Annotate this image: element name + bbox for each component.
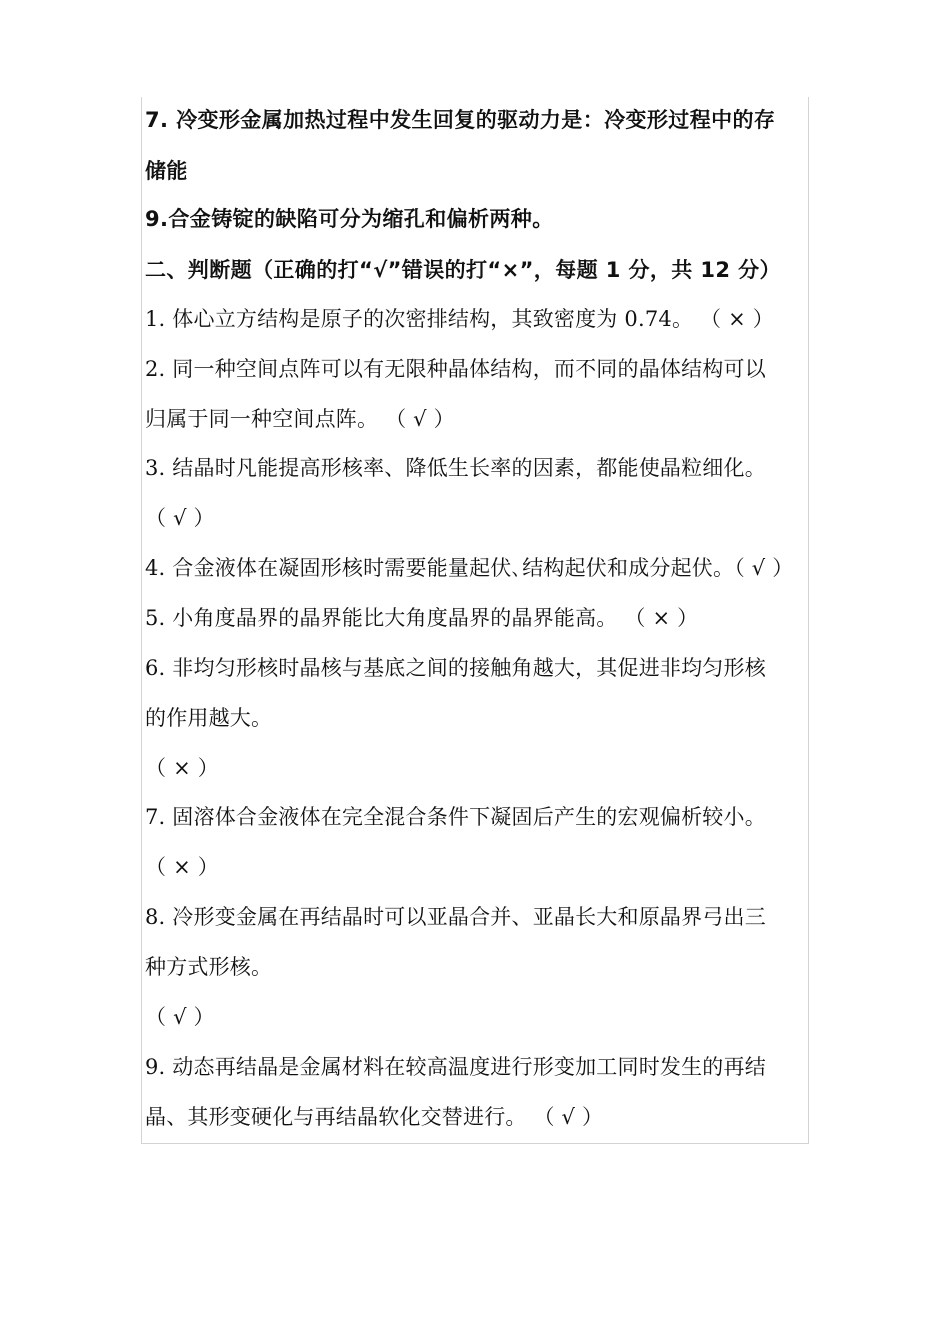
- fill-item-7-line-1: 7. 冷变形金属加热过程中发生回复的驱动力是：冷变形过程中的存: [145, 108, 776, 132]
- tf-item-9-line-2: 晶、其形变硬化与再结晶软化交替进行。 （ √ ）: [145, 1105, 604, 1129]
- fill-item-7-line-2: 储能: [145, 159, 188, 183]
- tf-item-5: 5. 小角度晶界的晶界能比大角度晶界的晶界能高。 （ × ）: [145, 606, 699, 630]
- tf-item-8-line-1: 8. 冷形变金属在再结晶时可以亚晶合并、亚晶长大和原晶界弓出三: [145, 905, 766, 929]
- tf-item-2-line-2: 归属于同一种空间点阵。 （ √ ）: [145, 407, 455, 431]
- tf-item-7: 7. 固溶体合金液体在完全混合条件下凝固后产生的宏观偏析较小。: [145, 805, 766, 829]
- tf-item-9-line-1: 9. 动态再结晶是金属材料在较高温度进行形变加工同时发生的再结: [145, 1055, 766, 1079]
- fill-item-9: 9.合金铸锭的缺陷可分为缩孔和偏析两种。: [145, 207, 554, 231]
- tf-item-6-line-1: 6. 非均匀形核时晶核与基底之间的接触角越大，其促进非均匀形核: [145, 656, 766, 680]
- tf-item-8-answer: （ √ ）: [145, 1005, 215, 1029]
- tf-item-6-line-2: 的作用越大。: [145, 706, 273, 730]
- tf-item-7-answer: （ × ）: [145, 855, 219, 879]
- section-heading-true-false: 二、判断题（正确的打“√”错误的打“×”，每题 1 分，共 12 分）: [145, 258, 781, 282]
- tf-item-3-line-1: 3. 结晶时凡能提高形核率、降低生长率的因素，都能使晶粒细化。: [145, 456, 766, 480]
- tf-item-3-answer: （ √ ）: [145, 506, 215, 530]
- tf-item-6-answer: （ × ）: [145, 756, 219, 780]
- tf-item-8-line-2: 种方式形核。: [145, 955, 273, 979]
- tf-item-4: 4. 合金液体在凝固形核时需要能量起伏､结构起伏和成分起伏。（ √ ）: [145, 556, 794, 580]
- tf-item-2-line-1: 2. 同一种空间点阵可以有无限种晶体结构，而不同的晶体结构可以: [145, 357, 766, 381]
- tf-item-1: 1. 体心立方结构是原子的次密排结构，其致密度为 0.74。 （ × ）: [145, 307, 774, 331]
